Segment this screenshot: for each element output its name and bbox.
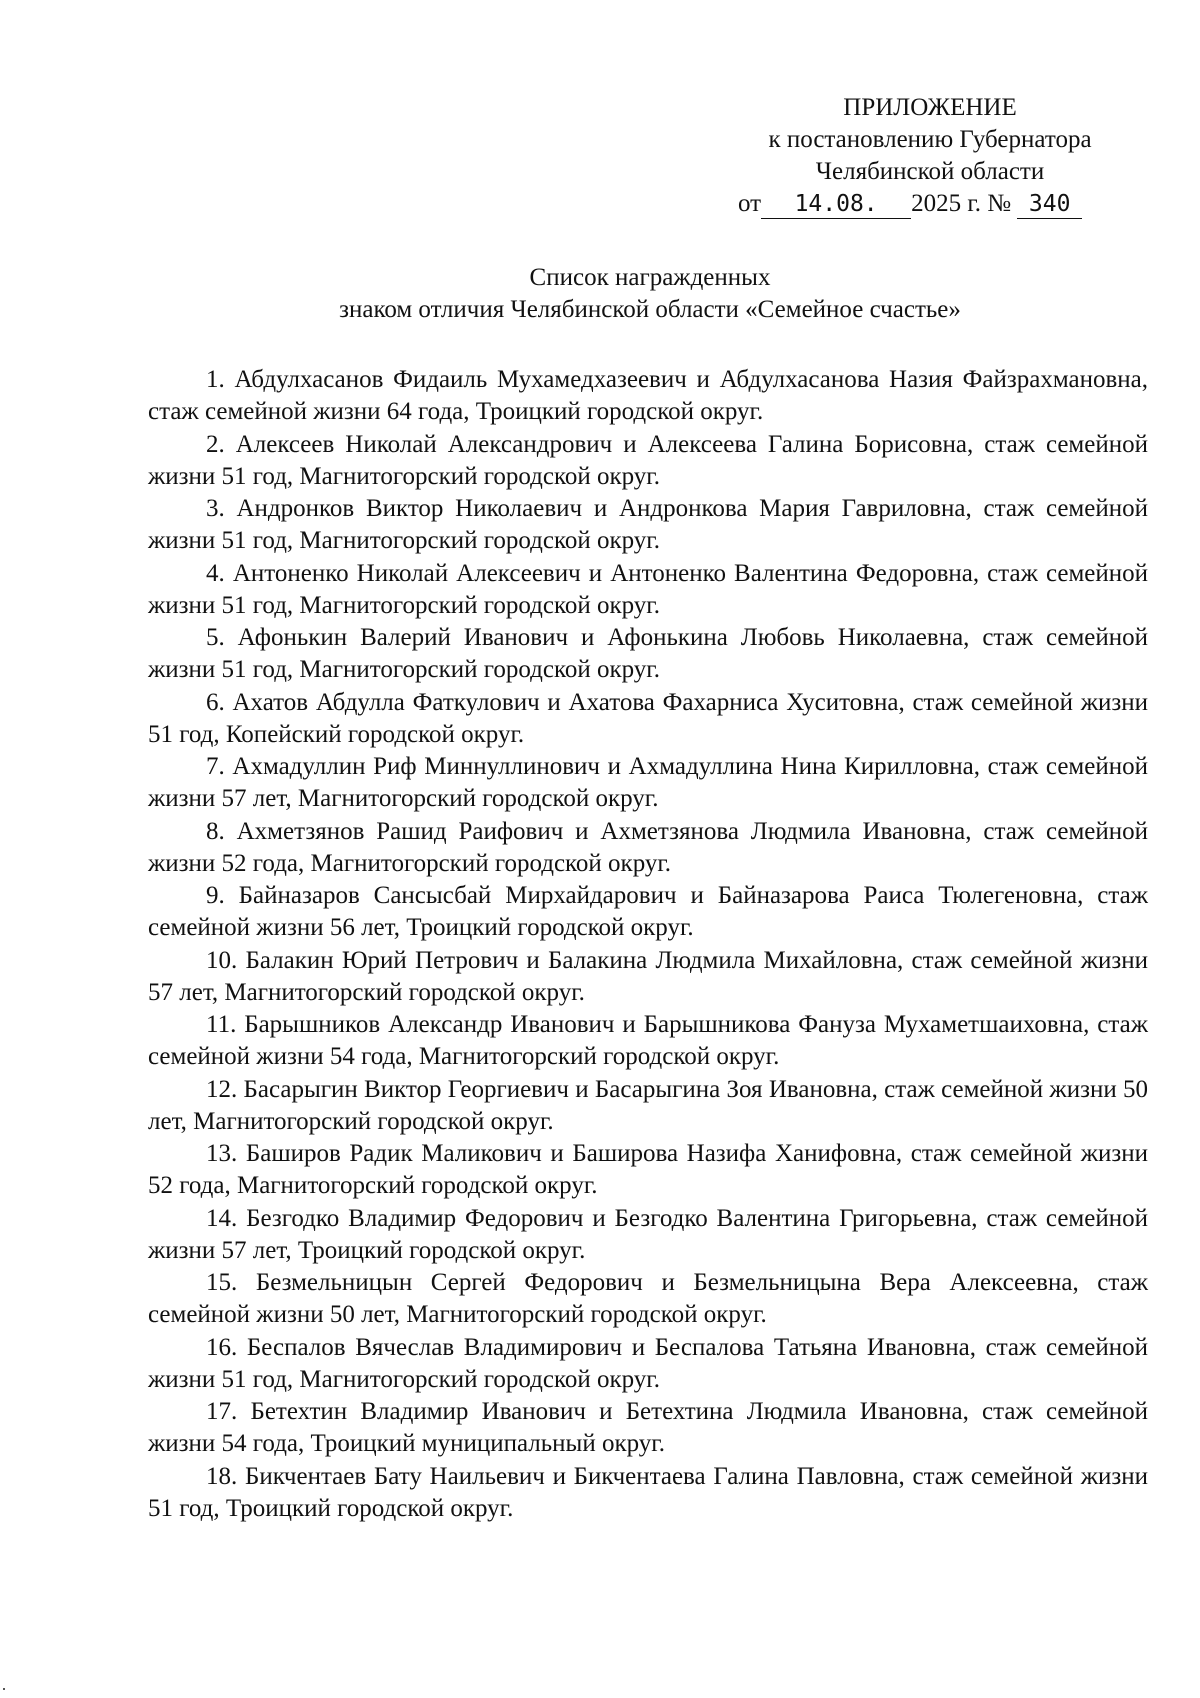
list-item: 4. Антоненко Николай Алексеевич и Антоненко Валентина Федоровна, стаж семейной жизни 51 год, Магнитогорский городской округ. <box>148 559 1148 619</box>
list-item: 18. Бикчентаев Бату Наильевич и Бикчентаева Галина Павловна, стаж семейной жизни 51 год, Троицкий городской округ. <box>148 1462 1148 1522</box>
list-item: 5. Афонькин Валерий Иванович и Афонькина Любовь Николаевна, стаж семейной жизни 51 год, Магнитогорский городской округ. <box>148 624 1148 683</box>
appendix-date-line <box>700 188 1160 220</box>
appendix-line-1: к постановлению Губернатора <box>768 126 1092 153</box>
list-item: 12. Басарыгин Виктор Георгиевич и Басарыгина Зоя Ивановна, стаж семейной жизни 50 лет, Магнитогорский городской округ. <box>148 1075 1148 1135</box>
list-item: 14. Безгодко Владимир Федорович и Безгодко Валентина Григорьевна, стаж семейной жизни 57 лет, Троицкий городской округ. <box>148 1204 1148 1264</box>
title-line-1: Список награжденных <box>529 264 771 291</box>
list-item: 6. Ахатов Абдулла Фаткулович и Ахатова Фахарниса Хуситовна, стаж семейной жизни 51 год, Копейский городской округ. <box>148 688 1148 748</box>
list-item: 10. Балакин Юрий Петрович и Балакина Людмила Михайловна, стаж семейной жизни 57 лет, Магнитогорский городской округ. <box>148 946 1148 1006</box>
appendix-line-2: Челябинской области <box>815 158 1045 185</box>
appendix-heading: ПРИЛОЖЕНИЕ <box>843 94 1017 121</box>
list-item: 9. Байназаров Сансысбай Мирхайдарович и Байназарова Раиса Тюлегеновна, стаж семейной жизни 56 лет, Троицкий городской округ. <box>148 882 1148 941</box>
scan-artifact <box>3 1688 5 1690</box>
awardee-list <box>148 364 1148 1525</box>
date-value: 14.08. <box>761 190 911 219</box>
list-item: 15. Безмельницын Сергей Федорович и Безмельницына Вера Алексеевна, стаж семейной жизни 50 лет, Магнитогорский городской округ. <box>148 1269 1148 1328</box>
list-item: 13. Баширов Радик Маликович и Баширова Назифа Ханифовна, стаж семейной жизни 52 года, Магнитогорский городской округ. <box>148 1140 1148 1199</box>
list-item: 7. Ахмадуллин Риф Миннуллинович и Ахмадуллина Нина Кирилловна, стаж семейной жизни 57 лет, Магнитогорский городской округ. <box>148 753 1148 812</box>
list-item: 3. Андронков Виктор Николаевич и Андронкова Мария Гавриловна, стаж семейной жизни 51 год, Магнитогорский городской округ. <box>148 495 1148 554</box>
list-item: 8. Ахметзянов Рашид Раифович и Ахметзянова Людмила Ивановна, стаж семейной жизни 52 года, Магнитогорский городской округ. <box>148 817 1148 877</box>
document-title <box>150 262 1150 326</box>
date-prefix: от <box>738 190 762 217</box>
list-item: 2. Алексеев Николай Александрович и Алексеева Галина Борисовна, стаж семейной жизни 51 год, Магнитогорский городской округ. <box>148 430 1148 490</box>
appendix-header <box>700 92 1160 220</box>
list-item: 1. Абдулхасанов Фидаиль Мухамедхазеевич и Абдулхасанова Назия Файзрахмановна, стаж семейной жизни 64 года, Троицкий городской округ. <box>148 366 1148 425</box>
list-item: 16. Беспалов Вячеслав Владимирович и Беспалова Татьяна Ивановна, стаж семейной жизни 51 год, Магнитогорский городской округ. <box>148 1333 1148 1393</box>
decree-number: 340 <box>1017 190 1082 219</box>
list-item: 11. Барышников Александр Иванович и Барышникова Фануза Мухаметшаиховна, стаж семейной жизни 54 года, Магнитогорский городской округ. <box>148 1011 1148 1070</box>
title-line-2: знаком отличия Челябинской области «Семейное счастье» <box>339 296 961 323</box>
year-text: 2025 г. № <box>911 190 1012 217</box>
list-item: 17. Бетехтин Владимир Иванович и Бетехтина Людмила Ивановна, стаж семейной жизни 54 года, Троицкий муниципальный округ. <box>148 1398 1148 1457</box>
